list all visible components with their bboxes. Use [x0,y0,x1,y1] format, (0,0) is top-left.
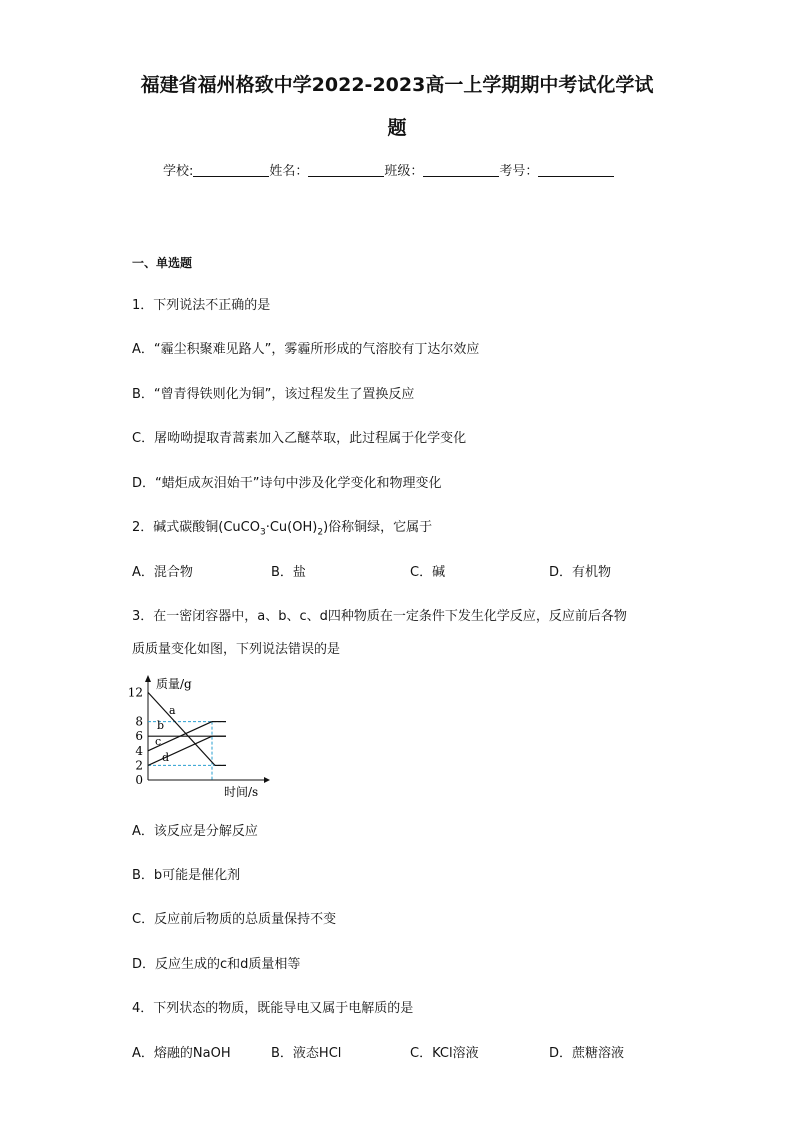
student-info-row [163,160,614,179]
y-tick-label: 4 [135,743,143,758]
exam-title-line2: 题 [387,117,407,139]
series-label-c: c [155,735,162,748]
y-axis-arrow [145,675,151,682]
q3-option-c: C．反应前后物质的总质量保持不变 [132,912,337,927]
name-field[interactable] [308,163,384,177]
class-field[interactable] [423,163,499,177]
q2-option-b: B．盐 [271,565,306,580]
y-tick-label: 12 [127,685,143,700]
q3-stem-line2: 质质量变化如图，下列说法错误的是 [132,642,341,657]
q2-stem: 2．碱式碳酸铜$(CuCO_3\cdot Cu(OH)_2)$俗称铜绿，它属于 [132,520,433,538]
number-label: 考号： [499,164,539,179]
series-label-b: b [157,719,165,732]
class-label: 班级： [384,164,424,179]
exam-title-line1: 福建省福州格致中学2022-2023高一上学期期中考试化学试 [140,74,654,96]
q4-stem: 4．下列状态的物质，既能导电又属于电解质的是 [132,1001,414,1016]
y-tick-label: 2 [135,758,143,773]
name-label: 姓名： [269,164,309,179]
q1-option-b: B．“曾青得铁则化为铜”，该过程发生了置换反应 [132,387,415,402]
number-field[interactable] [538,163,614,177]
q1-option-d: D．“蜡炬成灰泪始干”诗句中涉及化学变化和物理变化 [132,476,442,491]
y-tick-label: 8 [135,714,143,729]
q2-option-a: A．混合物 [132,565,193,580]
q1-option-c: C．屠呦呦提取青蒿素加入乙醚萃取，此过程属于化学变化 [132,431,467,446]
q3-option-a: A．该反应是分解反应 [132,824,258,839]
q3-option-b: B．b可能是催化剂 [132,868,241,883]
q4-option-a: A．熔融的NaOH [132,1046,231,1061]
q1-option-a: A．“霾尘积聚难见路人”，雾霾所形成的气溶胶有丁达尔效应 [132,342,480,357]
q1-stem: 1．下列说法不正确的是 [132,298,271,313]
section-heading: 一、单选题 [132,256,193,270]
y-axis-label: 质量/g [156,677,192,691]
q4-option-d: D．蔗糖溶液 [549,1046,625,1061]
mass-time-chart [122,672,272,800]
y-tick-label: 0 [135,773,143,787]
q3-option-d: D．反应生成的c和d质量相等 [132,957,301,972]
school-field[interactable] [193,163,269,177]
y-tick-label: 6 [135,729,143,744]
q3-stem-line1: 3．在一密闭容器中，a、b、c、d四种物质在一定条件下发生化学反应，反应前后各物 [132,609,627,624]
x-axis-label: 时间/s [224,785,259,799]
q2-option-d: D．有机物 [549,565,612,580]
x-axis-arrow [264,777,270,783]
series-label-a: a [169,704,176,717]
q4-option-b: B．液态HCl [271,1046,342,1061]
series-label-d: d [162,751,170,764]
school-label: 学校: [163,164,194,179]
q2-option-c: C．碱 [410,565,446,580]
q4-option-c: C．KCl溶液 [410,1046,479,1061]
